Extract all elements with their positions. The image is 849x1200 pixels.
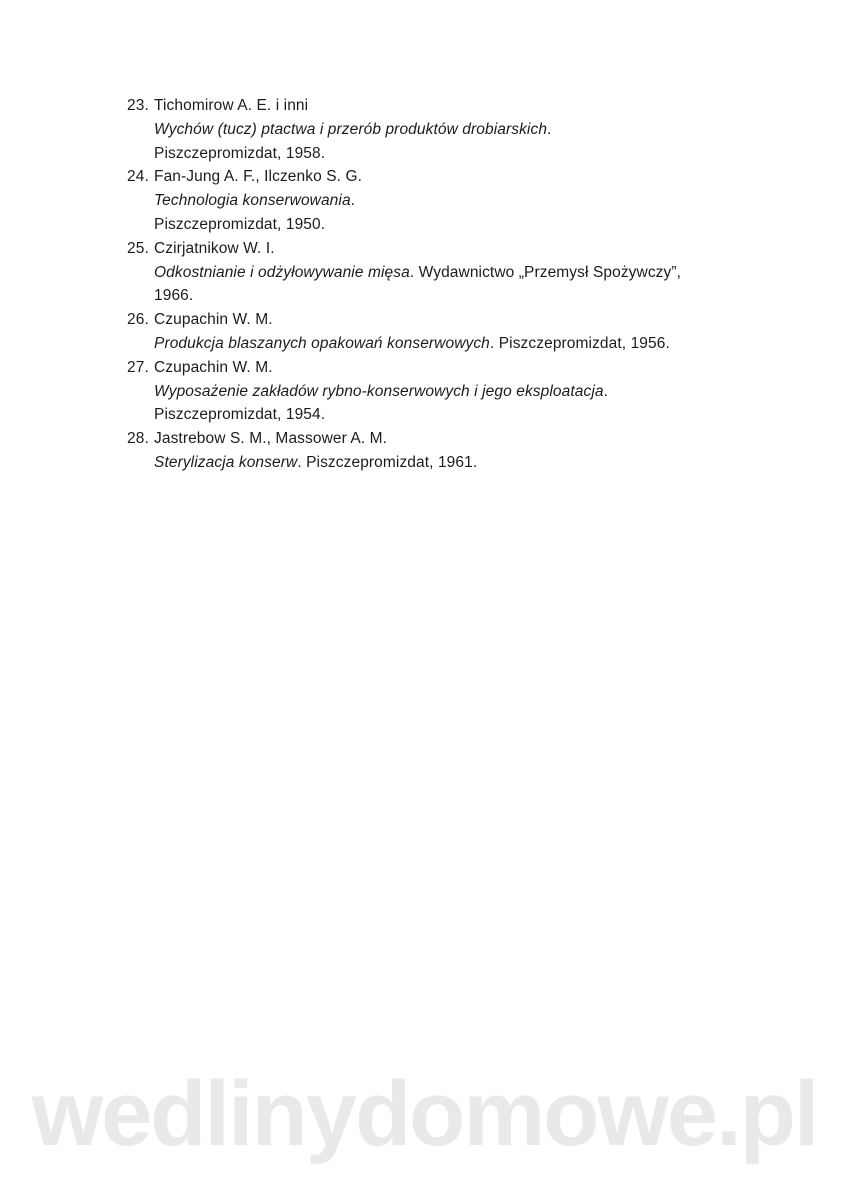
- entry-text: . Piszczepromizdat, 1956.: [489, 334, 670, 352]
- entry-body: [154, 237, 737, 308]
- entry-number: 24.: [127, 168, 149, 186]
- entry-title-text: Wyposażenie zakładów rybno-konserwowych i jego eksploatacja: [154, 382, 604, 400]
- entry-body: [154, 94, 737, 165]
- entry-title-text: Sterylizacja konserw: [154, 453, 298, 471]
- entry-text: .: [603, 382, 609, 400]
- entry-number: 28.: [127, 430, 149, 448]
- reference-entry: [127, 165, 737, 236]
- entry-body: [154, 427, 737, 475]
- entry-text: Piszczepromizdat, 1954.: [154, 406, 326, 424]
- entry-line: [154, 118, 737, 142]
- entry-title-text: Produkcja blaszanych opakowań konserwowych: [154, 334, 490, 352]
- entry-line: [154, 308, 737, 332]
- entry-line: [154, 451, 737, 475]
- entry-line: [154, 165, 737, 189]
- entry-number: 25.: [127, 239, 149, 257]
- entry-line: [154, 213, 737, 237]
- entry-text: .: [350, 192, 356, 210]
- entry-line: [154, 237, 737, 261]
- entry-title-text: Technologia konserwowania: [154, 192, 351, 210]
- entry-text: Piszczepromizdat, 1950.: [154, 215, 326, 233]
- entry-body: [154, 356, 737, 427]
- reference-entry: [127, 94, 737, 165]
- watermark: wedlinydomowe.pl: [31, 1063, 818, 1165]
- entry-text: 1966.: [154, 287, 194, 305]
- entry-number: 26.: [127, 311, 149, 329]
- entry-text: Tichomirow A. E. i inni: [154, 97, 309, 114]
- entry-text: Fan-Jung A. F., Ilczenko S. G.: [154, 168, 363, 186]
- entry-text: Czirjatnikow W. I.: [154, 239, 275, 257]
- reference-list: [127, 94, 737, 475]
- reference-entry: [127, 356, 737, 427]
- entry-body: [154, 308, 737, 356]
- entry-line: [154, 356, 737, 380]
- entry-line: [154, 189, 737, 213]
- entry-title-text: Wychów (tucz) ptactwa i przerób produktów drobiarskich: [154, 120, 548, 138]
- entry-text: Piszczepromizdat, 1958.: [154, 144, 326, 162]
- entry-line: [154, 261, 737, 285]
- entry-text: Czupachin W. M.: [154, 358, 273, 376]
- entry-line: [154, 94, 737, 118]
- entry-number: 23.: [127, 97, 149, 114]
- entry-line: [154, 332, 737, 356]
- entry-body: [154, 165, 737, 236]
- entry-title-text: Odkostnianie i odżyłowywanie mięsa: [154, 263, 410, 281]
- reference-entry: [127, 427, 737, 475]
- entry-text: Czupachin W. M.: [154, 311, 273, 329]
- entry-line: [154, 142, 737, 166]
- entry-line: [154, 284, 737, 308]
- entry-line: [154, 403, 737, 427]
- entry-text: . Piszczepromizdat, 1961.: [297, 453, 478, 471]
- reference-entry: [127, 308, 737, 356]
- reference-entry: [127, 237, 737, 308]
- entry-line: [154, 380, 737, 404]
- entry-number: 27.: [127, 358, 149, 376]
- entry-text: Jastrebow S. M., Massower A. M.: [154, 430, 388, 448]
- entry-text: .: [547, 120, 552, 138]
- entry-text: . Wydawnictwo „Przemysł Spożywczy”,: [409, 263, 682, 281]
- entry-line: [154, 427, 737, 451]
